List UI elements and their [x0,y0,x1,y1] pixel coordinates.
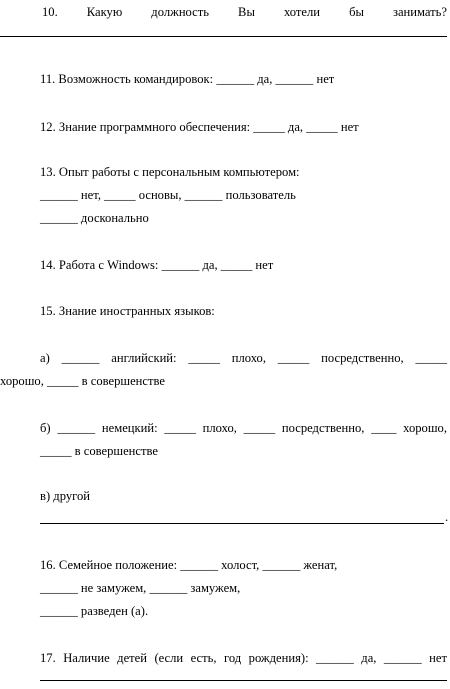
question-10 [42,5,447,20]
q17-answer-line [40,680,447,681]
question-11: 11. Возможность командировок: ______ да, ______ нет [40,72,335,86]
q10-word: бы [349,5,364,19]
q10-word: Какую [86,5,123,19]
question-14: 14. Работа с Windows: ______ да, _____ нет [40,258,274,272]
question-15-a [0,351,450,389]
q10-word: 10. [42,5,58,19]
q10-word: хотели [283,5,321,19]
q16-line-2: ______ не замужем, ______ замужем, [40,581,241,595]
question-17: 17. Наличие детей (если есть, год рождения): ______ да, ______ нет [40,651,447,665]
q10-word: должность [151,5,210,19]
q15-c-answer-line [40,523,444,524]
q10-word: Вы [238,5,255,19]
q16-line-3: ______ разведен (а). [40,604,149,618]
q13-line-3: ______ досконально [40,211,149,225]
q10-answer-line [0,36,447,37]
q13-line-1: 13. Опыт работы с персональным компьютером: [40,165,300,179]
question-16 [0,558,450,619]
q15-a-line-1: а) ______ английский: _____ плохо, _____ посредственно, _____ [40,351,447,365]
question-12: 12. Знание программного обеспечения: _____ да, _____ нет [40,120,359,134]
question-15-c: в) другой [40,489,91,503]
question-15-title: 15. Знание иностранных языков: [40,304,215,318]
q10-word: занимать? [392,5,447,19]
question-13 [0,165,450,226]
q16-line-1: 16. Семейное положение: ______ холост, ______ женат, [40,558,338,572]
q13-line-2: ______ нет, _____ основы, ______ пользователь [40,188,296,202]
q15-b-line-2: _____ в совершенстве [40,444,158,458]
q15-c-end-period: . [445,510,449,524]
q15-b-line-1: б) ______ немецкий: _____ плохо, _____ посредственно, ____ хорошо, [40,421,447,435]
question-15-b [0,421,450,459]
q15-a-line-2: хорошо, _____ в совершенстве [0,374,165,388]
